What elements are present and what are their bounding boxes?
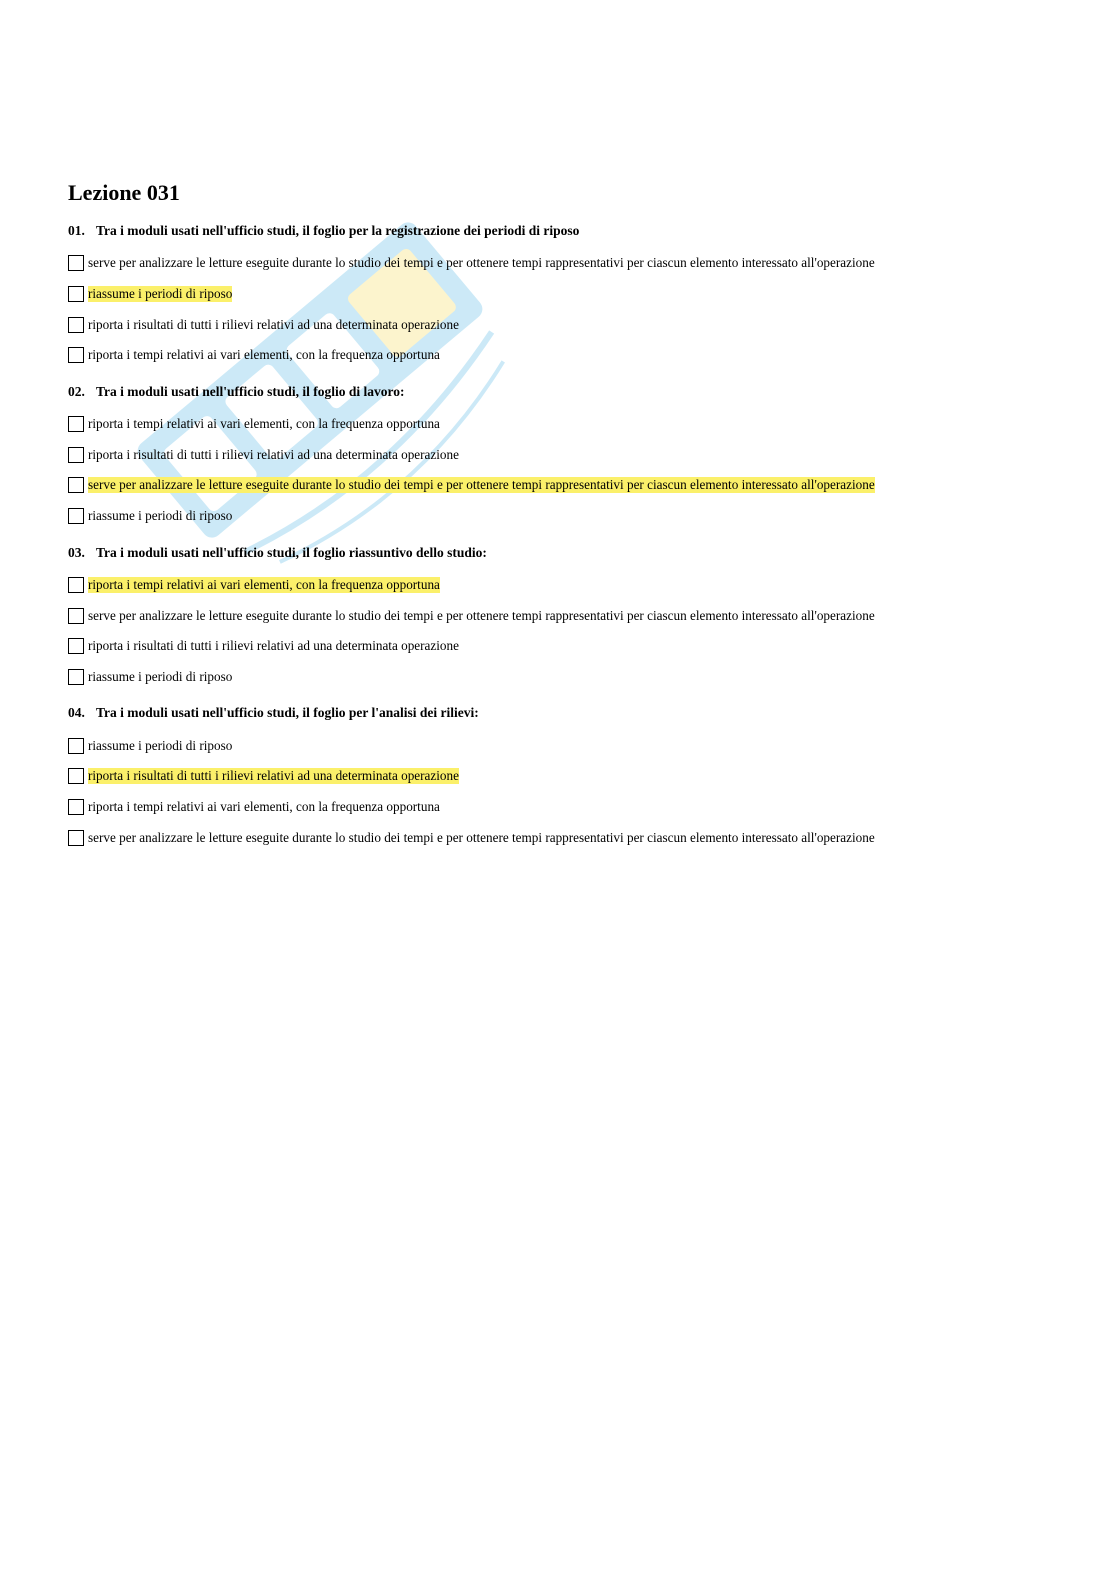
question-block [68,222,1068,371]
answer-checkbox[interactable] [68,638,84,654]
answer-text: riassume i periodi di riposo [88,737,233,753]
answer-text: serve per analizzare le letture eseguite durante lo studio dei tempi e per ottenere tempi rappresentativi per ciascun elemento interessato all'operazione [88,255,875,271]
answer-option [68,792,1068,823]
answer-checkbox[interactable] [68,317,84,333]
answer-text-highlighted: serve per analizzare le letture eseguite durante lo studio dei tempi e per ottenere tempi rappresentativi per ciascun elemento interessato all'operazione [88,477,875,493]
answer-checkbox[interactable] [68,830,84,846]
answer-checkbox[interactable] [68,416,84,432]
answer-text: riassume i periodi di riposo [88,668,233,684]
answer-text-highlighted: riporta i tempi relativi ai vari elementi, con la frequenza opportuna [88,576,440,592]
answer-option [68,470,1068,501]
answer-option [68,409,1068,440]
answer-text: riporta i tempi relativi ai vari elementi, con la frequenza opportuna [88,347,440,363]
answer-text: riassume i periodi di riposo [88,508,233,524]
question-number: 03. [68,544,85,560]
page-title: Lezione 031 [68,180,180,205]
question-heading [68,222,1068,240]
answer-option [68,439,1068,470]
question-text: Tra i moduli usati nell'ufficio studi, il foglio riassuntivo dello studio: [96,544,487,560]
answer-checkbox[interactable] [68,669,84,685]
question-block [68,383,1068,532]
question-number: 04. [68,705,85,721]
question-number: 01. [68,223,85,238]
answer-option [68,570,1068,601]
document-page [68,178,1068,865]
question-block [68,544,1068,693]
answer-text-highlighted: riassume i periodi di riposo [88,286,233,302]
answer-checkbox[interactable] [68,447,84,463]
answer-option [68,822,1068,853]
answer-checkbox[interactable] [68,286,84,302]
answer-option [68,279,1068,310]
answer-option [68,309,1068,340]
answer-option [68,631,1068,662]
answer-text: riporta i risultati di tutti i rilievi relativi ad una determinata operazione [88,446,459,462]
answer-option [68,340,1068,371]
answer-checkbox[interactable] [68,347,84,363]
question-list [68,222,1068,853]
question-text: Tra i moduli usati nell'ufficio studi, il foglio per l'analisi dei rilievi: [96,705,479,721]
question-text: Tra i moduli usati nell'ufficio studi, il foglio per la registrazione dei periodi di riposo [96,223,580,238]
answer-checkbox[interactable] [68,477,84,493]
answer-option [68,501,1068,532]
answer-checkbox[interactable] [68,799,84,815]
answer-option [68,761,1068,792]
question-heading [68,704,1068,722]
answer-checkbox[interactable] [68,768,84,784]
answer-option [68,600,1068,631]
question-heading [68,383,1068,401]
answer-checkbox[interactable] [68,255,84,271]
question-text: Tra i moduli usati nell'ufficio studi, il foglio di lavoro: [96,383,405,399]
question-block [68,704,1068,853]
answer-checkbox[interactable] [68,508,84,524]
answer-text: riporta i risultati di tutti i rilievi relativi ad una determinata operazione [88,638,459,654]
answer-checkbox[interactable] [68,577,84,593]
answer-text: riporta i risultati di tutti i rilievi relativi ad una determinata operazione [88,316,459,332]
answer-option [68,730,1068,761]
answer-text: serve per analizzare le letture eseguite durante lo studio dei tempi e per ottenere tempi rappresentativi per ciascun elemento interessato all'operazione [88,607,875,623]
answer-option [68,662,1068,693]
question-number: 02. [68,383,85,399]
answer-text-highlighted: riporta i risultati di tutti i rilievi relativi ad una determinata operazione [88,768,459,784]
question-heading [68,544,1068,562]
answer-checkbox[interactable] [68,738,84,754]
answer-text: serve per analizzare le letture eseguite durante lo studio dei tempi e per ottenere tempi rappresentativi per ciascun elemento interessato all'operazione [88,829,875,845]
answer-text: riporta i tempi relativi ai vari elementi, con la frequenza opportuna [88,416,440,432]
answer-checkbox[interactable] [68,608,84,624]
answer-text: riporta i tempi relativi ai vari elementi, con la frequenza opportuna [88,798,440,814]
answer-option [68,248,1068,279]
